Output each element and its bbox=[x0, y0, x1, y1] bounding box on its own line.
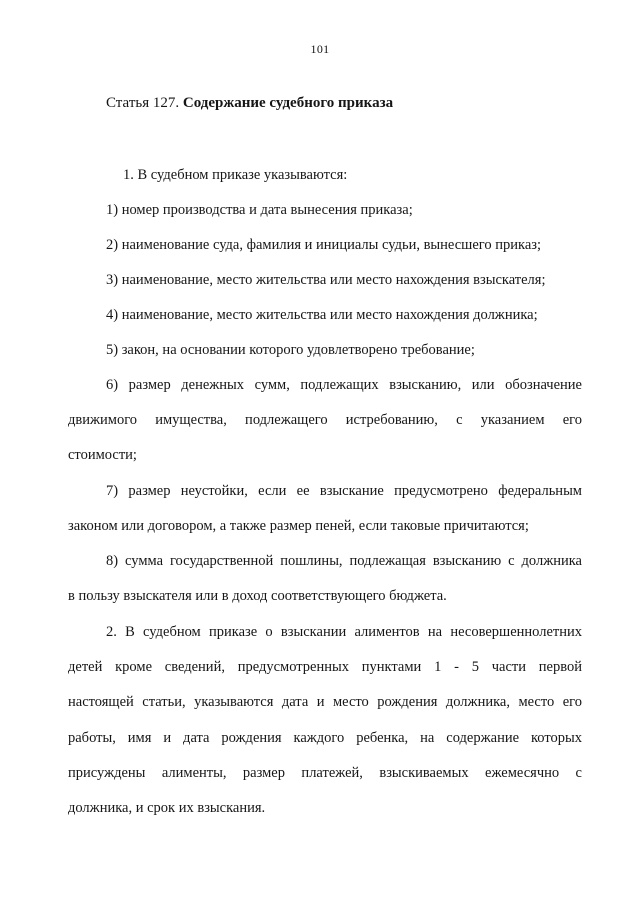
article-title: Содержание судебного приказа bbox=[182, 95, 394, 111]
list-item-1: 1) номер производства и дата вынесения приказа; bbox=[106, 202, 413, 218]
list-item-6-line-2: движимого имущества, подлежащего истребованию, с указанием его bbox=[68, 413, 582, 428]
list-item-7-line-2: законом или договором, а также размер пеней, если таковые причитаются; bbox=[68, 518, 529, 534]
list-item-7-line-1: 7) размер неустойки, если ее взыскание предусмотрено федеральным bbox=[106, 484, 582, 499]
list-item-4: 4) наименование, место жительства или место нахождения должника; bbox=[106, 307, 538, 323]
paragraph-2-line-5: присуждены алименты, размер платежей, взыскиваемых ежемесячно с bbox=[68, 766, 582, 781]
list-item-5: 5) закон, на основании которого удовлетворено требование; bbox=[106, 342, 475, 358]
list-item-3: 3) наименование, место жительства или место нахождения взыскателя; bbox=[106, 272, 546, 288]
list-item-8-line-1: 8) сумма государственной пошлины, подлежащая взысканию с должника bbox=[106, 554, 582, 569]
paragraph-intro: 1. В судебном приказе указываются: bbox=[123, 167, 348, 183]
paragraph-2-line-3: настоящей статьи, указываются дата и место рождения должника, место его bbox=[68, 695, 582, 710]
paragraph-2-line-2: детей кроме сведений, предусмотренных пунктами 1 - 5 части первой bbox=[68, 660, 582, 675]
paragraph-2-line-6: должника, и срок их взыскания. bbox=[68, 800, 266, 816]
paragraph-2-line-4: работы, имя и дата рождения каждого ребенка, на содержание которых bbox=[68, 731, 582, 746]
page-number: 101 bbox=[310, 42, 330, 56]
list-item-6-line-3: стоимости; bbox=[68, 447, 137, 463]
list-item-8-line-2: в пользу взыскателя или в доход соответствующего бюджета. bbox=[68, 588, 447, 604]
article-number: Статья 127. bbox=[106, 95, 183, 111]
article-heading bbox=[106, 95, 393, 112]
paragraph-2-line-1: 2. В судебном приказе о взыскании алиментов на несовершеннолетних bbox=[106, 625, 582, 640]
list-item-6-line-1: 6) размер денежных сумм, подлежащих взысканию, или обозначение bbox=[106, 378, 582, 393]
list-item-2: 2) наименование суда, фамилия и инициалы судьи, вынесшего приказ; bbox=[106, 237, 542, 253]
